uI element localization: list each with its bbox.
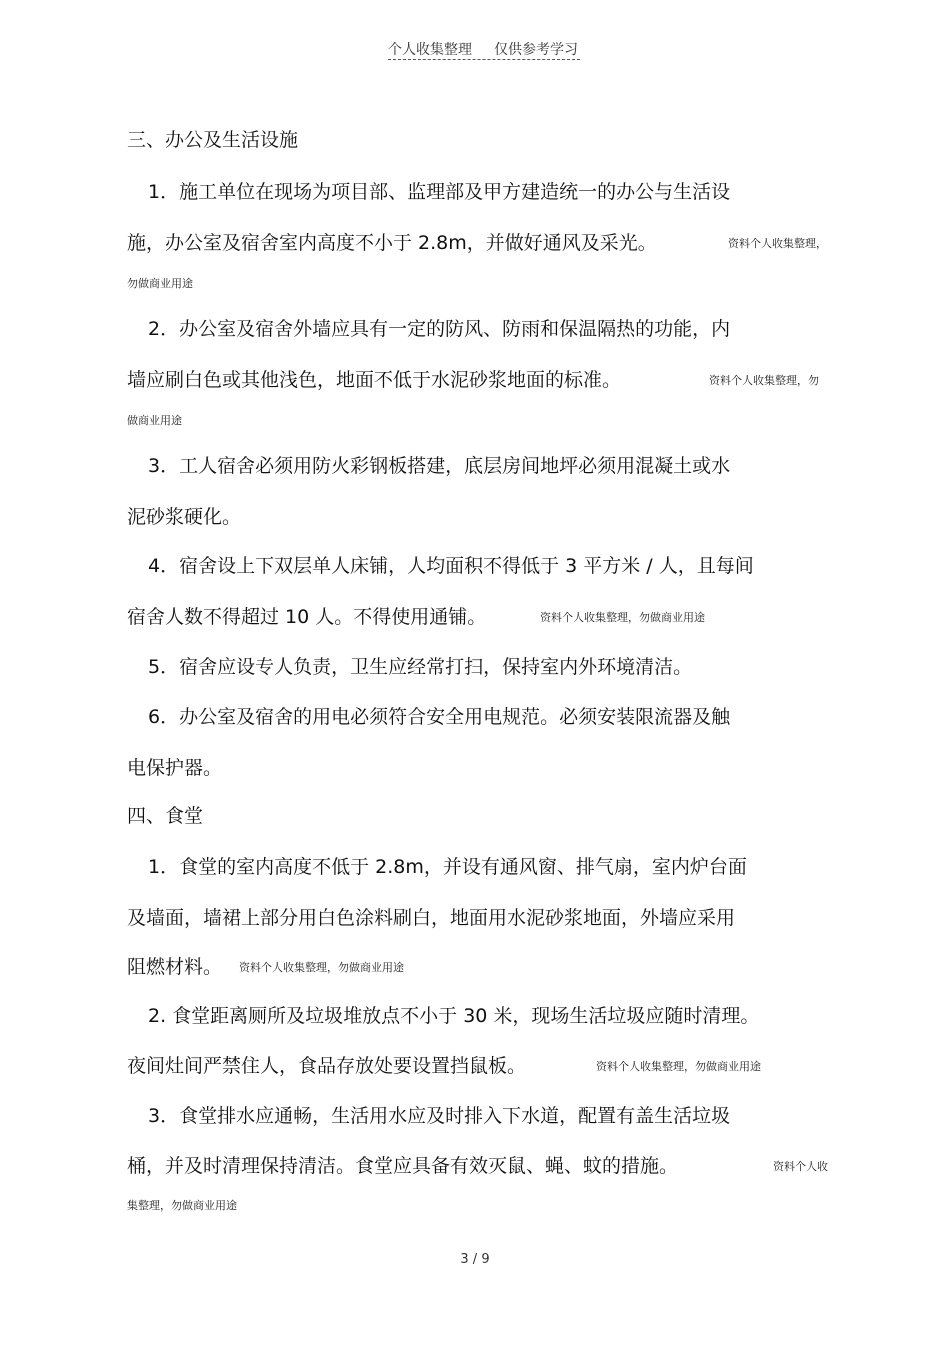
paragraph-3-line-1: 3．工人宿舍必须用防火彩钢板搭建，底层房间地坪必须用混凝土或水 — [148, 455, 731, 477]
watermark-note: 资料个人收 — [773, 1160, 828, 1173]
canteen-paragraph-1-line-2: 及墙面，墙裙上部分用白色涂料刷白，地面用水泥砂浆地面，外墙应采用 — [127, 907, 736, 929]
paragraph-5: 5．宿舍应设专人负责，卫生应经常打扫，保持室内外环境清洁。 — [148, 656, 693, 678]
watermark-note: 资料个人收集整理，勿做商业用途 — [540, 611, 705, 624]
paragraph-1-line-1: 1．施工单位在现场为项目部、监理部及甲方建造统一的办公与生活设 — [148, 181, 731, 203]
page-number: 3 / 9 — [460, 1252, 490, 1267]
section-title-3: 三、办公及生活设施 — [127, 129, 299, 151]
page-header — [388, 39, 580, 61]
watermark-note: 资料个人收集整理， — [728, 237, 827, 250]
header-left-text: 个人收集整理 — [388, 42, 472, 58]
watermark-note: 资料个人收集整理，勿做商业用途 — [239, 961, 404, 974]
paragraph-4-line-2: 宿舍人数不得超过 10 人。不得使用通铺。 — [127, 606, 487, 628]
paragraph-1-line-2: 施，办公室及宿舍室内高度不小于 2.8m，并做好通风及采光。 — [127, 232, 657, 254]
paragraph-3-line-2: 泥砂浆硬化。 — [127, 506, 242, 528]
paragraph-2-line-1: 2．办公室及宿舍外墙应具有一定的防风、防雨和保温隔热的功能，内 — [148, 318, 731, 340]
header-dashed-rule — [388, 59, 580, 60]
canteen-paragraph-1-line-1: 1．食堂的室内高度不低于 2.8m，并设有通风窗、排气扇，室内炉台面 — [148, 856, 747, 878]
canteen-paragraph-3-line-2: 桶，并及时清理保持清洁。食堂应具备有效灭鼠、蝇、蚊的措施。 — [127, 1155, 679, 1177]
canteen-paragraph-2-line-1: 2. 食堂距离厕所及垃圾堆放点不小于 30 米，现场生活垃圾应随时清理。 — [148, 1005, 760, 1027]
paragraph-6-line-2: 电保护器。 — [127, 757, 223, 779]
watermark-note: 集整理，勿做商业用途 — [127, 1199, 237, 1212]
watermark-note: 资料个人收集整理，勿做商业用途 — [596, 1060, 761, 1073]
watermark-note: 勿做商业用途 — [127, 277, 193, 290]
header-right-text: 仅供参考学习 — [494, 42, 578, 58]
canteen-paragraph-1-line-3: 阻燃材料。 — [127, 956, 223, 978]
watermark-note: 资料个人收集整理，勿 — [709, 374, 819, 387]
canteen-paragraph-3-line-1: 3．食堂排水应通畅，生活用水应及时排入下水道，配置有盖生活垃圾 — [148, 1105, 731, 1127]
watermark-note: 做商业用途 — [127, 414, 182, 427]
paragraph-4-line-1: 4．宿舍设上下双层单人床铺，人均面积不得低于 3 平方米 / 人，且每间 — [148, 555, 754, 577]
paragraph-6-line-1: 6．办公室及宿舍的用电必须符合安全用电规范。必须安装限流器及触 — [148, 706, 731, 728]
canteen-paragraph-2-line-2: 夜间灶间严禁住人，食品存放处要设置挡鼠板。 — [127, 1055, 527, 1077]
section-title-4: 四、食堂 — [127, 805, 204, 827]
paragraph-2-line-2: 墙应刷白色或其他浅色，地面不低于水泥砂浆地面的标准。 — [127, 369, 622, 391]
